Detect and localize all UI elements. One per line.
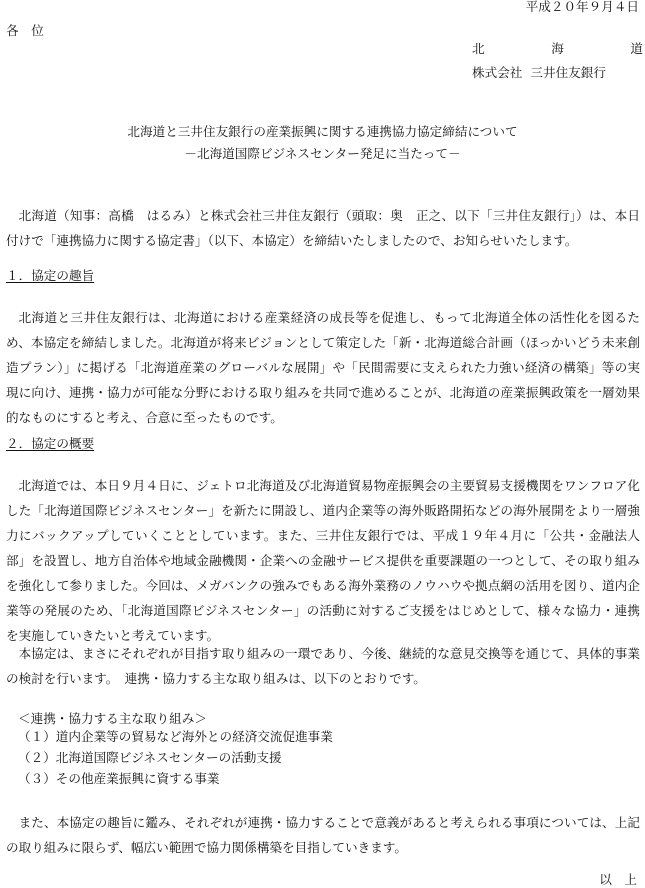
intro-paragraph: 北海道（知事：高橋 はるみ）と株式会社三井住友銀行（頭取：奥 正之、以下「三井住友銀行」）は、本日付けで「連携協力に関する協定書」（以下、本協定）を締結いたしましたので、お知らせいたします。: [6, 208, 640, 248]
date: 平成２０年９月４日: [525, 0, 639, 14]
issuer-2-name: 三井住友銀行: [530, 65, 606, 80]
section-1-body: 北海道と三井住友銀行は、北海道における産業経済の成長等を促進し、もって北海道全体の活性化を図るため、本協定を締結しました。北海道が将来ビジョンとして策定した「新・北海道総合計画（ほっかいどう未来創造プラン）」に掲げる「北海道産業のグローバルな展開」や「民間需要に支えられた力強い経済の構築」等の実現に向け、連携・協力が可能な分野における取り組みを共同で進めることが、北海道の産業振興政策を一層効果的なものにすると考え、合意に至ったものです。: [6, 310, 640, 425]
initiative-item-2: （２）北海道国際ビジネスセンターの活動支援: [18, 750, 282, 765]
issuer-hokkaido: [472, 43, 643, 56]
issuer-smbc: [472, 67, 606, 80]
end-mark: 以 上: [599, 872, 637, 887]
initiative-item-1: （１）道内企業等の貿易など海外との経済交流促進事業: [18, 729, 333, 744]
issuer-2-prefix: 株式会社: [472, 65, 523, 80]
recipient: 各 位: [6, 23, 44, 38]
closing-paragraph: また、本協定の趣旨に鑑み、それぞれが連携・協力することで意義があると考えられる事項については、上記の取り組みに限らず、幅広い範囲で協力関係構築を目指していきます。: [6, 815, 640, 855]
issuer-1-char-1: 北: [472, 41, 485, 56]
issuer-1-char-3: 道: [630, 41, 643, 56]
section-2-body-1: 北海道では、本日９月４日に、ジェトロ北海道及び北海道貿易物産振興会の主要貿易支援機関をワンフロア化した「北海道国際ビジネスセンター」を新たに開設し、道内企業等の海外販路開拓などの海外展開をより一層強力にバックアップしていくこととしています。また、三井住友銀行では、平成１９年４月に「公共・金融法人部」を設置し、地方自治体や地域金融機関・企業への金融サービス提供を重要課題の一つとして、その取り組みを強化して参りました。今回は、メガバンクの強みでもある海外業務のノウハウや拠点網の活用を図り、道内企業等の発展のため、「北海道国際ビジネスセンター」の活動に対するご支援をはじめとして、様々な協力・連携を実施していきたいと考えています。: [6, 478, 640, 643]
document-subtitle: －北海道国際ビジネスセンター発足に当たって－: [184, 146, 461, 161]
document-title: 北海道と三井住友銀行の産業振興に関する連携協力協定締結について: [127, 124, 518, 139]
section-2-body-2: 本協定は、まさにそれぞれが目指す取り組みの一環であり、今後、継続的な意見交換等を通じて、具体的事業の検討を行います。 連携・協力する主な取り組みは、以下のとおりです。: [6, 646, 640, 686]
section-1-heading: １．協定の趣旨: [6, 268, 95, 283]
section-2-heading: ２．協定の概要: [6, 436, 95, 451]
initiatives-list-title: ＜連携・協力する主な取り組み＞: [18, 711, 207, 726]
issuer-1-char-2: 海: [551, 41, 564, 56]
initiative-item-3: （３）その他産業振興に資する事業: [18, 771, 220, 786]
